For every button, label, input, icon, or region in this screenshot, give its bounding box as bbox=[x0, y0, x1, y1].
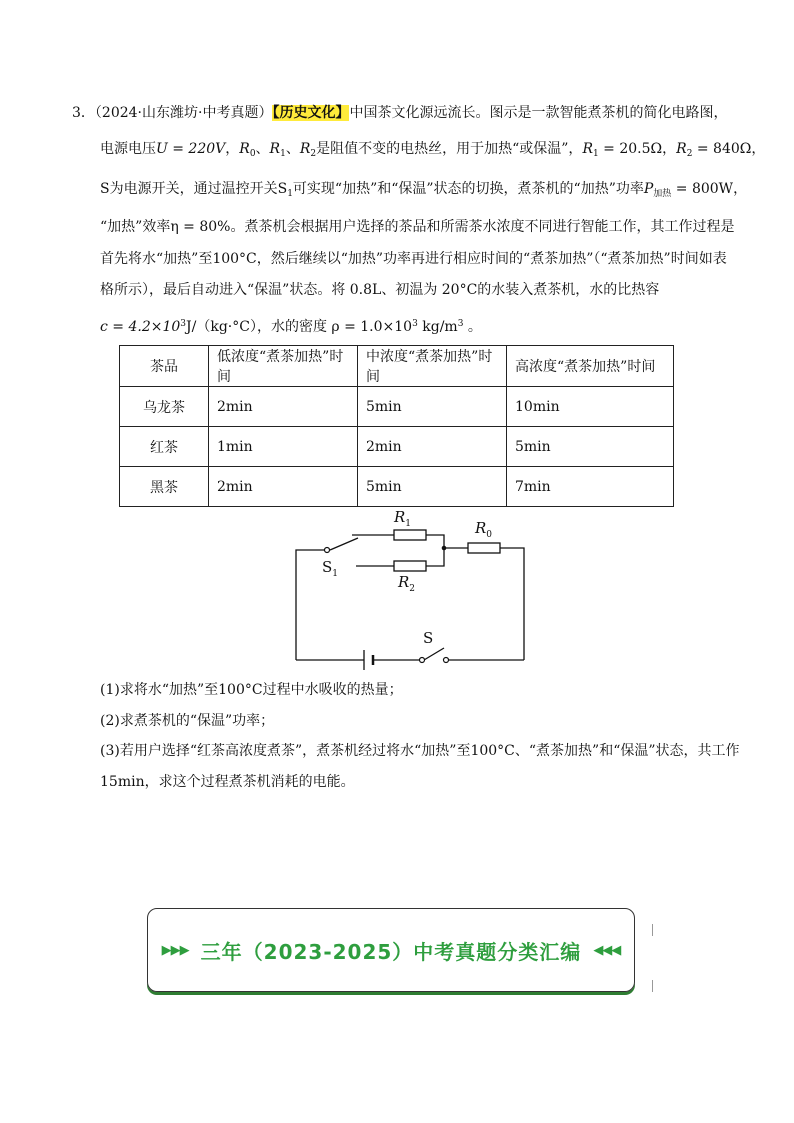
wire-branch-bottom-right bbox=[426, 548, 444, 566]
question-text: 中国茶文化源远流长。图示是一款智能煮茶机的简化电路图， bbox=[349, 105, 728, 121]
series-banner bbox=[147, 908, 635, 992]
resistor-r0 bbox=[468, 543, 500, 553]
left-arrows-icon: ▶▶▶ bbox=[161, 942, 189, 958]
table-cell: 乌龙茶 bbox=[120, 387, 209, 427]
question-line-6: 格所示），最后自动进入“保温”状态。将 0.8L、初温为 20°C的水装入煮茶机，水的比热容 bbox=[100, 282, 660, 298]
question-line-3: S为电源开关，通过温控开关$S_1$可实现“加热”和“保温”状态的切换，煮茶机的“加热”功率$P_{加热} = 800W$， bbox=[100, 181, 748, 199]
table-cell: 1min bbox=[209, 427, 358, 467]
label-s1: $S_1$ bbox=[322, 558, 339, 579]
table-cell: 2min bbox=[358, 427, 507, 467]
s-switch-blade bbox=[424, 648, 444, 660]
right-arrows-icon: ◀◀◀ bbox=[593, 942, 621, 958]
s-contact-left bbox=[420, 658, 425, 663]
question-number: 3． bbox=[72, 105, 95, 121]
table-cell: 5min bbox=[358, 387, 507, 427]
table-cell: 2min bbox=[209, 467, 358, 507]
table-header-cell: 中浓度“煮茶加热”时间 bbox=[358, 346, 507, 387]
subquestion-1: (1)求将水“加热”至100°C过程中水吸收的热量； bbox=[100, 682, 403, 698]
s-contact-right bbox=[444, 658, 449, 663]
resistor-r1 bbox=[394, 530, 426, 540]
margin-tick bbox=[652, 924, 653, 936]
s1-switch-blade bbox=[330, 538, 358, 550]
subquestion-2: (2)求煮茶机的“保温”功率； bbox=[100, 713, 275, 729]
table-cell: 5min bbox=[358, 467, 507, 507]
table-header-cell: 低浓度“煮茶加热”时间 bbox=[209, 346, 358, 387]
table-cell: 红茶 bbox=[120, 427, 209, 467]
label-r2: $R_2$ bbox=[398, 573, 416, 594]
resistor-r2 bbox=[394, 561, 426, 571]
label-r0: $R_0$ bbox=[475, 519, 493, 540]
banner-title: 三年（2023-2025）中考真题分类汇编 bbox=[200, 939, 582, 964]
question-line-7: $c = 4.2\times 10^3J/(kg\cdot^\circ C)$，水的密度 $\rho = 1.0\times 10^3$ $kg/m^3$ 。 bbox=[100, 319, 482, 335]
subquestion-3: (3)若用户选择“红茶高浓度煮茶”，煮茶机经过将水“加热”至100°C、“煮茶加热”和“保温”状态，共工作 bbox=[100, 743, 740, 759]
table-cell: 7min bbox=[507, 467, 674, 507]
table-cell: 2min bbox=[209, 387, 358, 427]
question-line-5: 首先将水“加热”至100°C，然后继续以“加热”功率再进行相应时间的“煮茶加热”（“煮茶加热”时间如表 bbox=[100, 251, 727, 267]
table-cell: 黑茶 bbox=[120, 467, 209, 507]
table-cell: 5min bbox=[507, 427, 674, 467]
table-header-cell: 高浓度“煮茶加热”时间 bbox=[507, 346, 674, 387]
wire-branch-top-right bbox=[426, 535, 444, 548]
table-header-cell: 茶品 bbox=[120, 346, 209, 387]
junction-dot bbox=[442, 546, 447, 551]
margin-tick bbox=[652, 980, 653, 992]
label-r1: $R_1$ bbox=[394, 508, 412, 529]
question-source: （2024·山东潍坊·中考真题） bbox=[94, 105, 273, 121]
question-line-4: “加热”效率η = 80%。煮茶机会根据用户选择的茶品和所需茶水浓度不同进行智能工作，其工作过程是 bbox=[100, 219, 735, 235]
label-s: S bbox=[423, 629, 434, 647]
question-line-2: 电源电压U = 220V，$R_0$、$R_1$、$R_2$是阻值不变的电热丝，用于加热“或保温”，$R_1 = 20.5\Omega$，$R_2 = 840\Omega$， bbox=[100, 141, 766, 159]
subquestion-3-cont: 15min，求这个过程煮茶机消耗的电能。 bbox=[100, 774, 355, 790]
table-cell: 10min bbox=[507, 387, 674, 427]
wire-right bbox=[500, 548, 524, 660]
s1-contact bbox=[325, 548, 330, 553]
topic-tag: 【历史文化】 bbox=[272, 105, 350, 121]
